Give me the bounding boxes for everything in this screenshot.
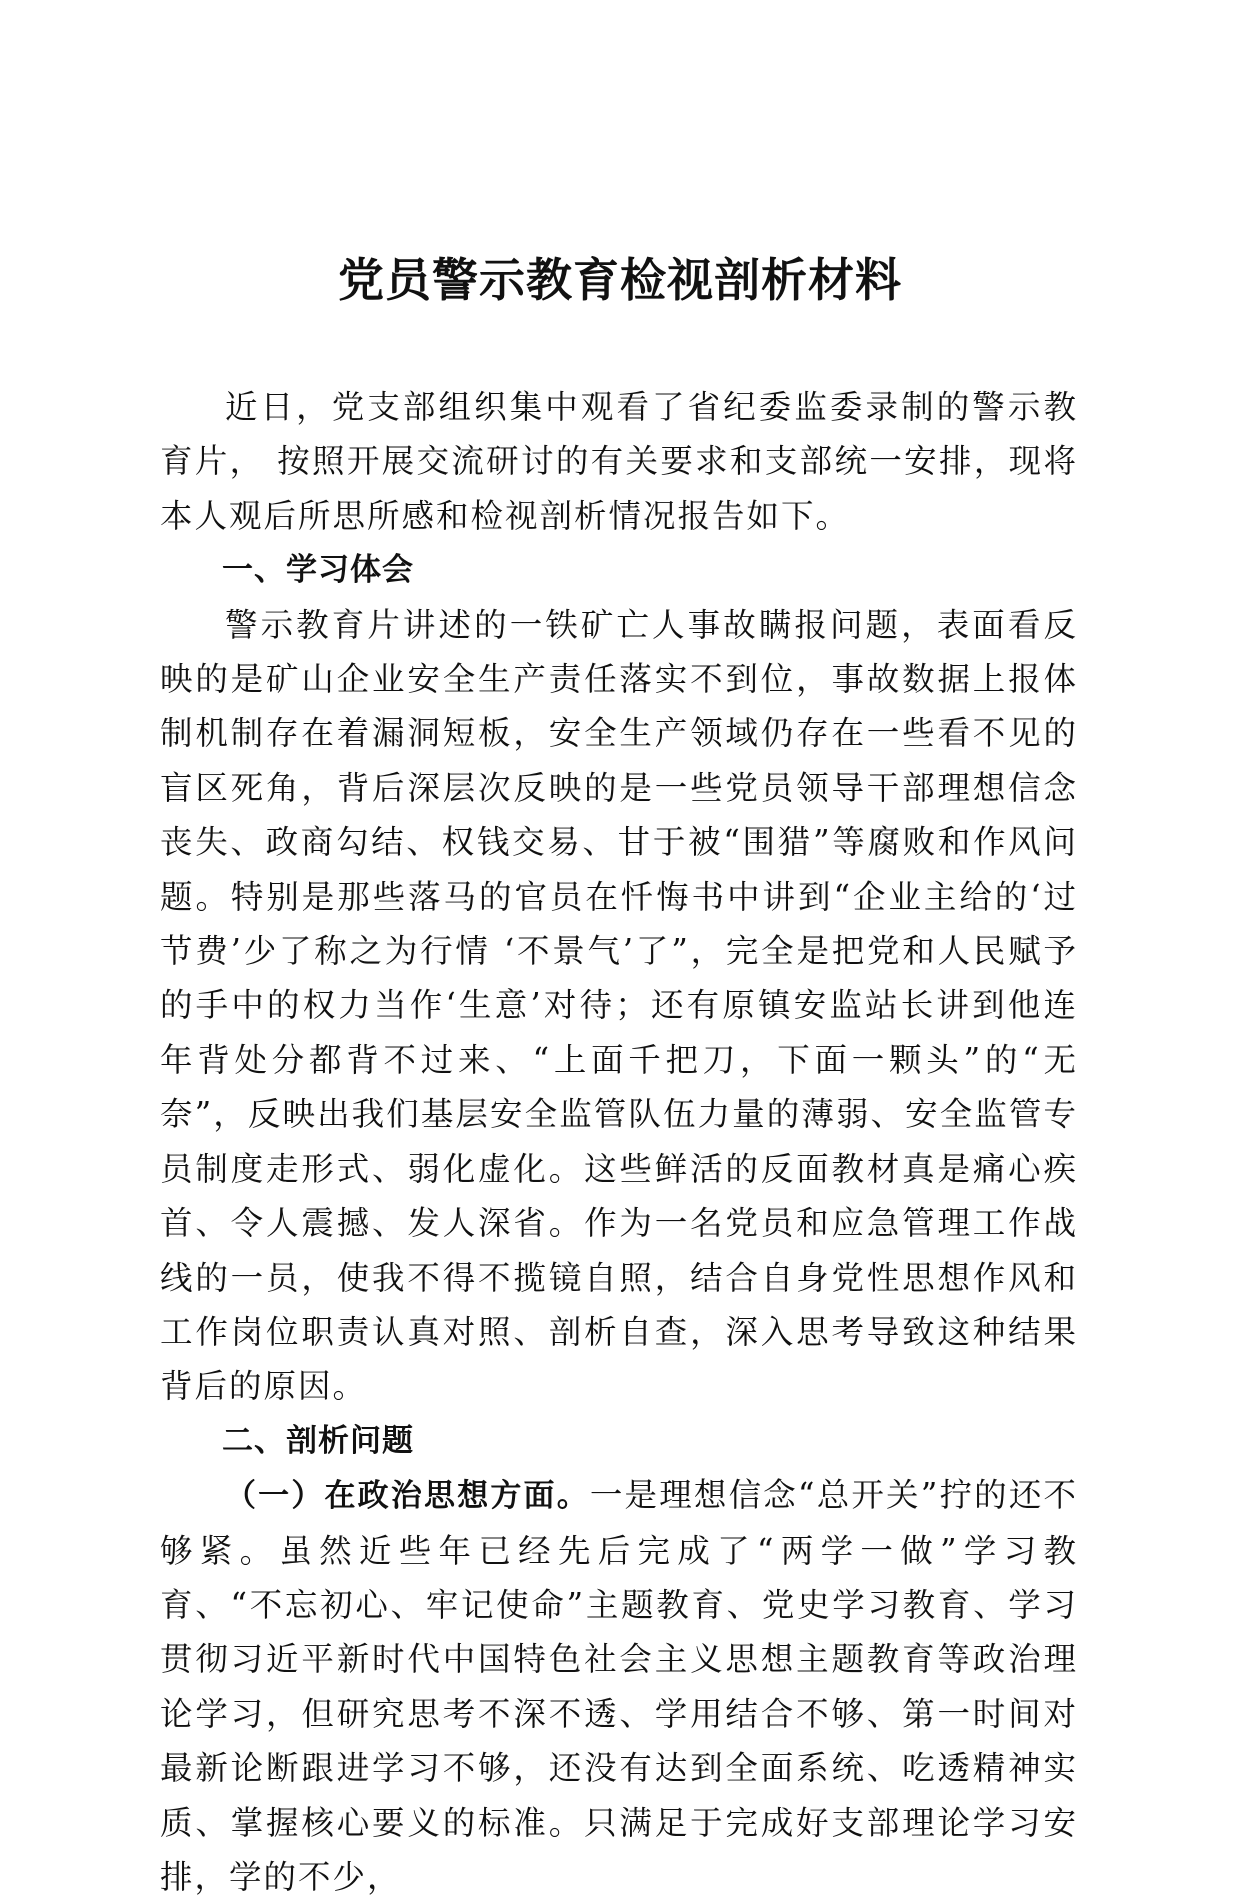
document-body <box>160 380 1078 1904</box>
learning-paragraph: 警示教育片讲述的一铁矿亡人事故瞒报问题，表面看反映的是矿山企业安全生产责任落实不到位，事故数据上报体制机制存在着漏洞短板，安全生产领域仍存在一些看不见的盲区死角，背后深层次反映的是一些党员领导干部理想信念丧失、政商勾结、权钱交易、甘于被“围猎”等腐败和作风问题。特别是那些落马的官员在忏悔书中讲到“企业主给的‘过节费’少了称之为行情 ‘不景气’了”，完全是把党和人民赋予的手中的权力当作‘生意’对待；还有原镇安监站长讲到他连年背处分都背不过来、“上面千把刀，下面一颗头”的“无奈”，反映出我们基层安全监管队伍力量的薄弱、安全监管专员制度走形式、弱化虚化。这些鲜活的反面教材真是痛心疾首、令人震撼、发人深省。作为一名党员和应急管理工作战线的一员，使我不得不揽镜自照，结合自身党性思想作风和工作岗位职责认真对照、剖析自查，深入思考导致这种结果背后的原因。 <box>160 605 1078 1406</box>
section-heading-analysis: 二、剖析问题 <box>222 1422 414 1459</box>
political-subheading: （一）在政治思想方面。 <box>225 1478 590 1515</box>
intro-paragraph: 近日，党支部组织集中观看了省纪委监委录制的警示教育片， 按照开展交流研讨的有关要求和支部统一安排，现将本人观后所思所感和检视剖析情况报告如下。 <box>160 388 1078 535</box>
document-title: 党员警示教育检视剖析材料 <box>338 253 902 307</box>
political-paragraph-text: 一是理想信念“总开关”拧的还不够紧。虽然近些年已经先后完成了“两学一做”学习教育、“不忘初心、牢记使命”主题教育、党史学习教育、学习贯彻习近平新时代中国特色社会主义思想主题教育等政治理论学习，但研究思考不深不透、学用结合不够、第一时间对最新论断跟进学习不够，还没有达到全面系统、吃透精神实质、掌握核心要义的标准。只满足于完成好支部理论学习安排，学的不少， <box>160 1476 1079 1896</box>
section-heading-learning: 一、学习体会 <box>222 552 414 589</box>
analysis-paragraph <box>160 1468 1078 1904</box>
